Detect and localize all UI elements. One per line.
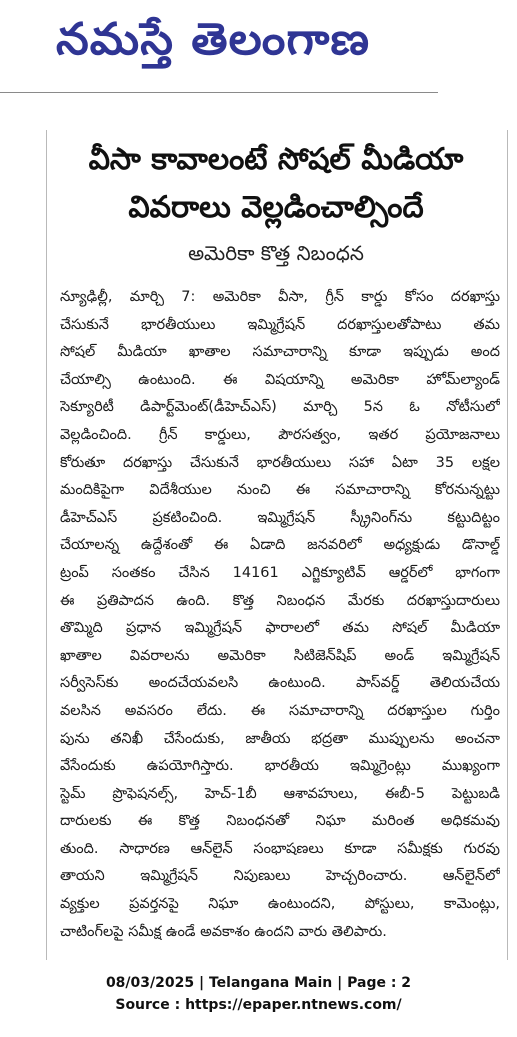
body-line: తొమ్మిది ప్రధాన ఇమ్మిగ్రేషన్ ఫారాలలో తమ సోషల్ మీడియా	[60, 620, 500, 637]
body-line: చేసుకునే భారతీయులు ఇమ్మిగ్రేషన్ దరఖాస్తులతోపాటు తమ	[60, 316, 500, 333]
body-line: సెక్యూరిటీ డిపార్ట్‌మెంట్(డీహెచ్‌ఎస్) మార్చి 5న ఓ నోటీసులో	[60, 399, 500, 416]
body-line: వలసిన అవసరం లేదు. ఈ సమాచారాన్ని దరఖాస్తుల గుర్తిం	[60, 702, 500, 719]
article-body	[60, 284, 500, 946]
body-line: చేయాల్సి ఉంటుంది. ఈ విషయాన్ని అమెరికా హోమ్‌ల్యాండ్	[60, 371, 500, 388]
masthead-divider	[0, 92, 438, 93]
body-line: దారులకు ఈ కొత్త నిబంధనతో నిఘా మరింత అధికమవు	[60, 813, 500, 830]
masthead	[0, 0, 517, 96]
body-line: తుంది. సాధారణ ఆన్‌లైన్ సంభాషణలు కూడా సమీక్షకు గురవు	[60, 840, 500, 857]
body-line: వెల్లడించింది. గ్రీన్ కార్డులు, పౌరసత్వం, ఇతర ప్రయోజనాలు	[60, 426, 500, 443]
body-line: కోరుతూ దరఖాస్తు చేసుకునే భారతీయులు సహా ఏటా 35 లక్షల	[60, 454, 500, 471]
body-line: తాయని ఇమ్మిగ్రేషన్ నిపుణులు హెచ్చరించారు. ఆన్‌లైన్‌లో	[60, 868, 500, 885]
body-line: చేయాలన్న ఉద్దేశంతో ఈ ఏడాది జనవరిలో అధ్యక్షుడు డొనాల్డ్	[60, 537, 500, 554]
body-line: సర్వీసెస్‌కు అందచేయవలసి ఉంటుంది. పాస్‌వర్డ్ తెలియచేయ	[60, 675, 500, 692]
body-line: సోషల్ మీడియా ఖాతాల సమాచారాన్ని కూడా ఇప్పుడు అంద	[60, 344, 500, 361]
page-footer	[0, 972, 517, 1016]
body-line: స్టెమ్ ప్రొఫెషనల్స్, హెచ్-1బీ ఆశావహులు, ఈబీ-5 పెట్టుబడి	[60, 785, 500, 802]
headline-line-1: వీసా కావాలంటే సోషల్ మీడియా	[88, 142, 464, 177]
newspaper-logo: నమస్తే తెలంగాణ	[56, 14, 371, 65]
body-line: డీహెచ్‌ఎస్ ప్రకటించింది. ఇమ్మిగ్రేషన్ స్క్రీనింగ్‌ను కట్టుదిట్టం	[60, 509, 500, 526]
body-line: మందికిపైగా విదేశీయుల నుంచి ఈ సమాచారాన్ని కోరనున్నట్టు	[60, 482, 500, 499]
body-line: ట్రంప్ సంతకం చేసిన 14161 ఎగ్జిక్యూటివ్ ఆర్డర్‌లో భాగంగా	[60, 564, 500, 581]
body-line: చాటింగ్‌లపై సమీక్ష ఉండే అవకాశం ఉందని వారు తెలిపారు.	[60, 923, 387, 940]
source-info: Source : https://epaper.ntnews.com/	[115, 997, 402, 1013]
body-line: ఖాతాల వివరాలను అమెరికా సిటిజెన్‌షిప్ అండ్ ఇమ్మిగ్రేషన్	[60, 647, 500, 664]
headline-line-2: వివరాలు వెల్లడించాల్సిందే	[128, 190, 424, 225]
edition-info: 08/03/2025 | Telangana Main | Page : 2	[105, 975, 412, 991]
article-subheadline: అమెరికా కొత్త నిబంధన	[188, 241, 364, 265]
body-line: వ్యక్తుల ప్రవర్తనపై నిఘా ఉంటుందని, పోస్టులు, కామెంట్లు,	[60, 896, 500, 913]
body-line: వేసేందుకు ఉపయోగిస్తారు. భారతీయ ఇమ్మిగ్రెంట్లు ముఖ్యంగా	[60, 758, 500, 775]
body-line: న్యూఢిల్లీ, మార్చి 7: అమెరికా వీసా, గ్రీన్ కార్డు కోసం దరఖాస్తు	[60, 289, 500, 305]
body-line: ఈ ప్రతిపాదన ఉంది. కొత్త నిబంధన మేరకు దరఖాస్తుదారులు	[60, 592, 500, 609]
article-headline	[46, 136, 506, 232]
body-line: పును తనిఖీ చేసేందుకు, జాతీయ భద్రతా ముప్పులను అంచనా	[60, 730, 500, 747]
